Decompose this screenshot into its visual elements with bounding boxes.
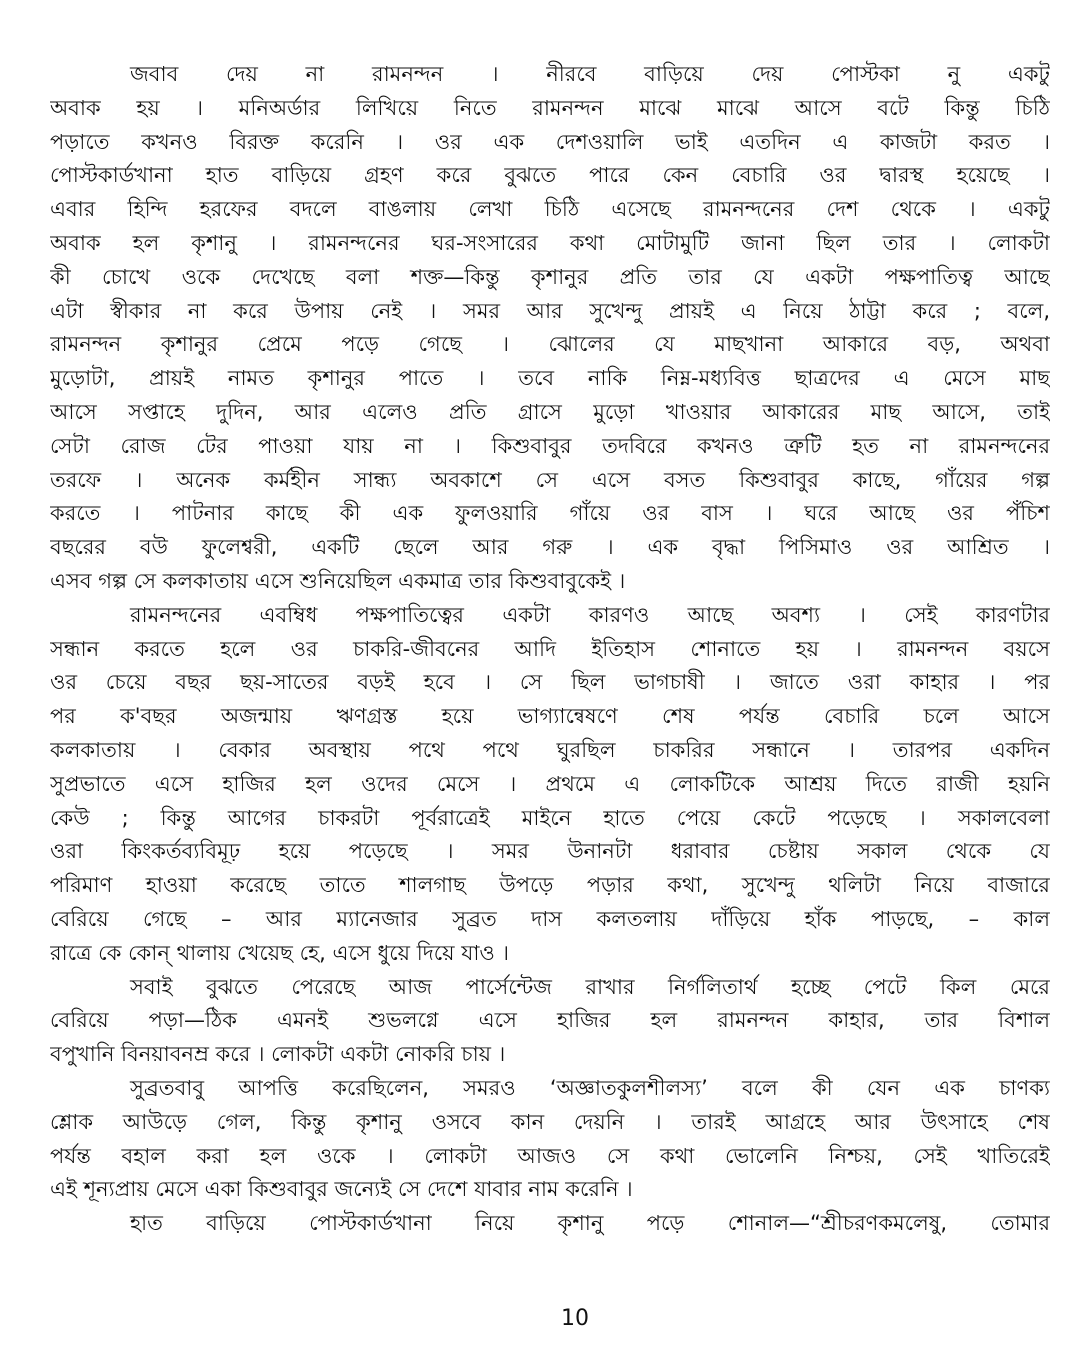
paragraph-2	[50, 599, 1050, 971]
text-line: শ্লোক আউড়ে গেল, কিন্তু কৃশানু ওসবে কান দেয়নি । তারই আগ্রহে আর উৎসাহে শেষ	[50, 1109, 1050, 1134]
text-line: পর ক'বছর অজন্মায় ঋণগ্রস্ত হয়ে ভাগ্যান্বেষণে শেষ পর্যন্ত বেচারি চলে আসে	[50, 704, 1050, 729]
body-text	[50, 58, 1050, 1241]
text-line: সুব্রতবাবু আপত্তি করেছিলেন, সমরও ‘অজ্ঞাতকুলশীলস্য’ বলে কী যেন এক চাণক্য	[130, 1075, 1050, 1100]
text-line: রামনন্দন কৃশানুর প্রেমে পড়ে গেছে । ঝোলের যে মাছখানা আকারে বড়, অথবা	[50, 332, 1050, 357]
text-line: জবাব দেয় না রামনন্দন । নীরবে বাড়িয়ে দেয় পোস্টকা নু একটু	[130, 62, 1050, 86]
text-line: রাত্রে কে কোন্ থালায় খেয়েছ হে, এসে ধুয়ে দিয়ে যাও ।	[50, 940, 510, 965]
text-line: অবাক হল কৃশানু । রামনন্দনের ঘর-সংসারের কথা মোটামুটি জানা ছিল তার । লোকটা	[50, 230, 1050, 255]
text-line: এবার হিন্দি হরফের বদলে বাঙলায় লেখা চিঠি এসেছে রামনন্দনের দেশ থেকে । একটু	[50, 197, 1050, 222]
text-line: তরফে । অনেক কর্মহীন সান্ধ্য অবকাশে সে এসে বসত কিশুবাবুর কাছে, গাঁয়ের গল্প	[50, 467, 1050, 492]
text-line: পড়াতে কখনও বিরক্ত করেনি । ওর এক দেশওয়ালি ভাই এতদিন এ কাজটা করত ।	[50, 129, 1050, 154]
paragraph-4	[50, 1072, 1050, 1207]
page-number: 10	[561, 1306, 589, 1331]
text-line: পরিমাণ হাওয়া করেছে তাতে শালগাছ উপড়ে পড়ার কথা, সুখেন্দু থলিটা নিয়ে বাজারে	[50, 873, 1050, 898]
text-line: কী চোখে ওকে দেখেছে বলা শক্ত—কিন্তু কৃশানুর প্রতি তার যে একটা পক্ষপাতিত্ব আছে	[50, 264, 1050, 289]
text-line: কেউ ; কিন্তু আগের চাকরটা পূর্বরাত্রেই মাইনে হাতে পেয়ে কেটে পড়েছে । সকালবেলা	[50, 805, 1050, 830]
text-line: বছরের বউ ফুলেশ্বরী, একটি ছেলে আর গরু । এক বৃদ্ধা পিসিমাও ওর আশ্রিত ।	[50, 535, 1050, 560]
text-line: অবাক হয় । মনিঅর্ডার লিখিয়ে নিতে রামনন্দন মাঝে মাঝে আসে বটে কিন্তু চিঠি	[50, 95, 1050, 120]
text-line: আসে সপ্তাহে দুদিন, আর এলেও প্রতি গ্রাসে মুড়ো খাওয়ার আকারের মাছ আসে, তাই	[50, 399, 1050, 424]
text-line: বেরিয়ে পড়া—ঠিক এমনই শুভলগ্নে এসে হাজির হল রামনন্দন কাহার, তার বিশাল	[50, 1008, 1050, 1033]
text-line: সবাই বুঝতে পেরেছে আজ পার্সেন্টেজ রাখার নির্গলিতার্থ হচ্ছে পেটে কিল মেরে	[130, 974, 1050, 999]
text-line: করতে । পাটনার কাছে কী এক ফুলওয়ারি গাঁয়ে ওর বাস । ঘরে আছে ওর পঁচিশ	[50, 501, 1050, 526]
text-line: পোস্টকার্ডখানা হাত বাড়িয়ে গ্রহণ করে বুঝতে পারে কেন বেচারি ওর দ্বারস্থ হয়েছে ।	[50, 163, 1050, 188]
text-line: হাত বাড়িয়ে পোস্টকার্ডখানা নিয়ে কৃশানু পড়ে শোনাল—“শ্রীচরণকমলেষু, তোমার	[130, 1211, 1050, 1236]
text-line: মুড়োটা, প্রায়ই নামত কৃশানুর পাতে । তবে নাকি নিম্ন-মধ্যবিত্ত ছাত্রদের এ মেসে মাছ	[50, 366, 1050, 391]
text-line: পর্যন্ত বহাল করা হল ওকে । লোকটা আজও সে কথা ভোলেনি নিশ্চয়, সেই খাতিরেই	[50, 1143, 1050, 1168]
text-line: সুপ্রভাতে এসে হাজির হল ওদের মেসে । প্রথমে এ লোকটিকে আশ্রয় দিতে রাজী হয়নি	[50, 771, 1050, 796]
paragraph-1	[50, 58, 1050, 599]
text-line: কলকাতায় । বেকার অবস্থায় পথে পথে ঘুরছিল চাকরির সন্ধানে । তারপর একদিন	[50, 737, 1050, 762]
text-line: এটা স্বীকার না করে উপায় নেই । সমর আর সুখেন্দু প্রায়ই এ নিয়ে ঠাট্টা করে ; বলে,	[50, 298, 1050, 323]
text-line: রামনন্দনের এবম্বিধ পক্ষপাতিত্বের একটা কারণও আছে অবশ্য । সেই কারণটার	[130, 602, 1050, 627]
text-line: বপুখানি বিনয়াবনম্র করে । লোকটা একটা নোকরি চায় ।	[50, 1042, 506, 1067]
text-line: ওরা কিংকর্তব্যবিমূঢ় হয়ে পড়েছে । সমর উনানটা ধরাবার চেষ্টায় সকাল থেকে যে	[50, 839, 1050, 864]
text-line: বেরিয়ে গেছে – আর ম্যানেজার সুব্রত দাস কলতলায় দাঁড়িয়ে হাঁক পাড়ছে, – কাল	[50, 906, 1050, 931]
paragraph-5	[50, 1207, 1050, 1241]
paragraph-3	[50, 971, 1050, 1072]
text-line: এসব গল্প সে কলকাতায় এসে শুনিয়েছিল একমাত্র তার কিশুবাবুকেই ।	[50, 568, 626, 593]
text-line: এই শূন্যপ্রায় মেসে একা কিশুবাবুর জন্যেই সে দেশে যাবার নাম করেনি ।	[50, 1177, 633, 1202]
text-line: ওর চেয়ে বছর ছয়-সাতের বড়ই হবে । সে ছিল ভাগচাষী । জাতে ওরা কাহার । পর	[50, 670, 1050, 695]
text-line: সেটা রোজ টের পাওয়া যায় না । কিশুবাবুর তদবিরে কখনও ত্রুটি হত না রামনন্দনের	[50, 433, 1050, 458]
text-line: সন্ধান করতে হলে ওর চাকরি-জীবনের আদি ইতিহাস শোনাতে হয় । রামনন্দন বয়সে	[50, 636, 1050, 661]
